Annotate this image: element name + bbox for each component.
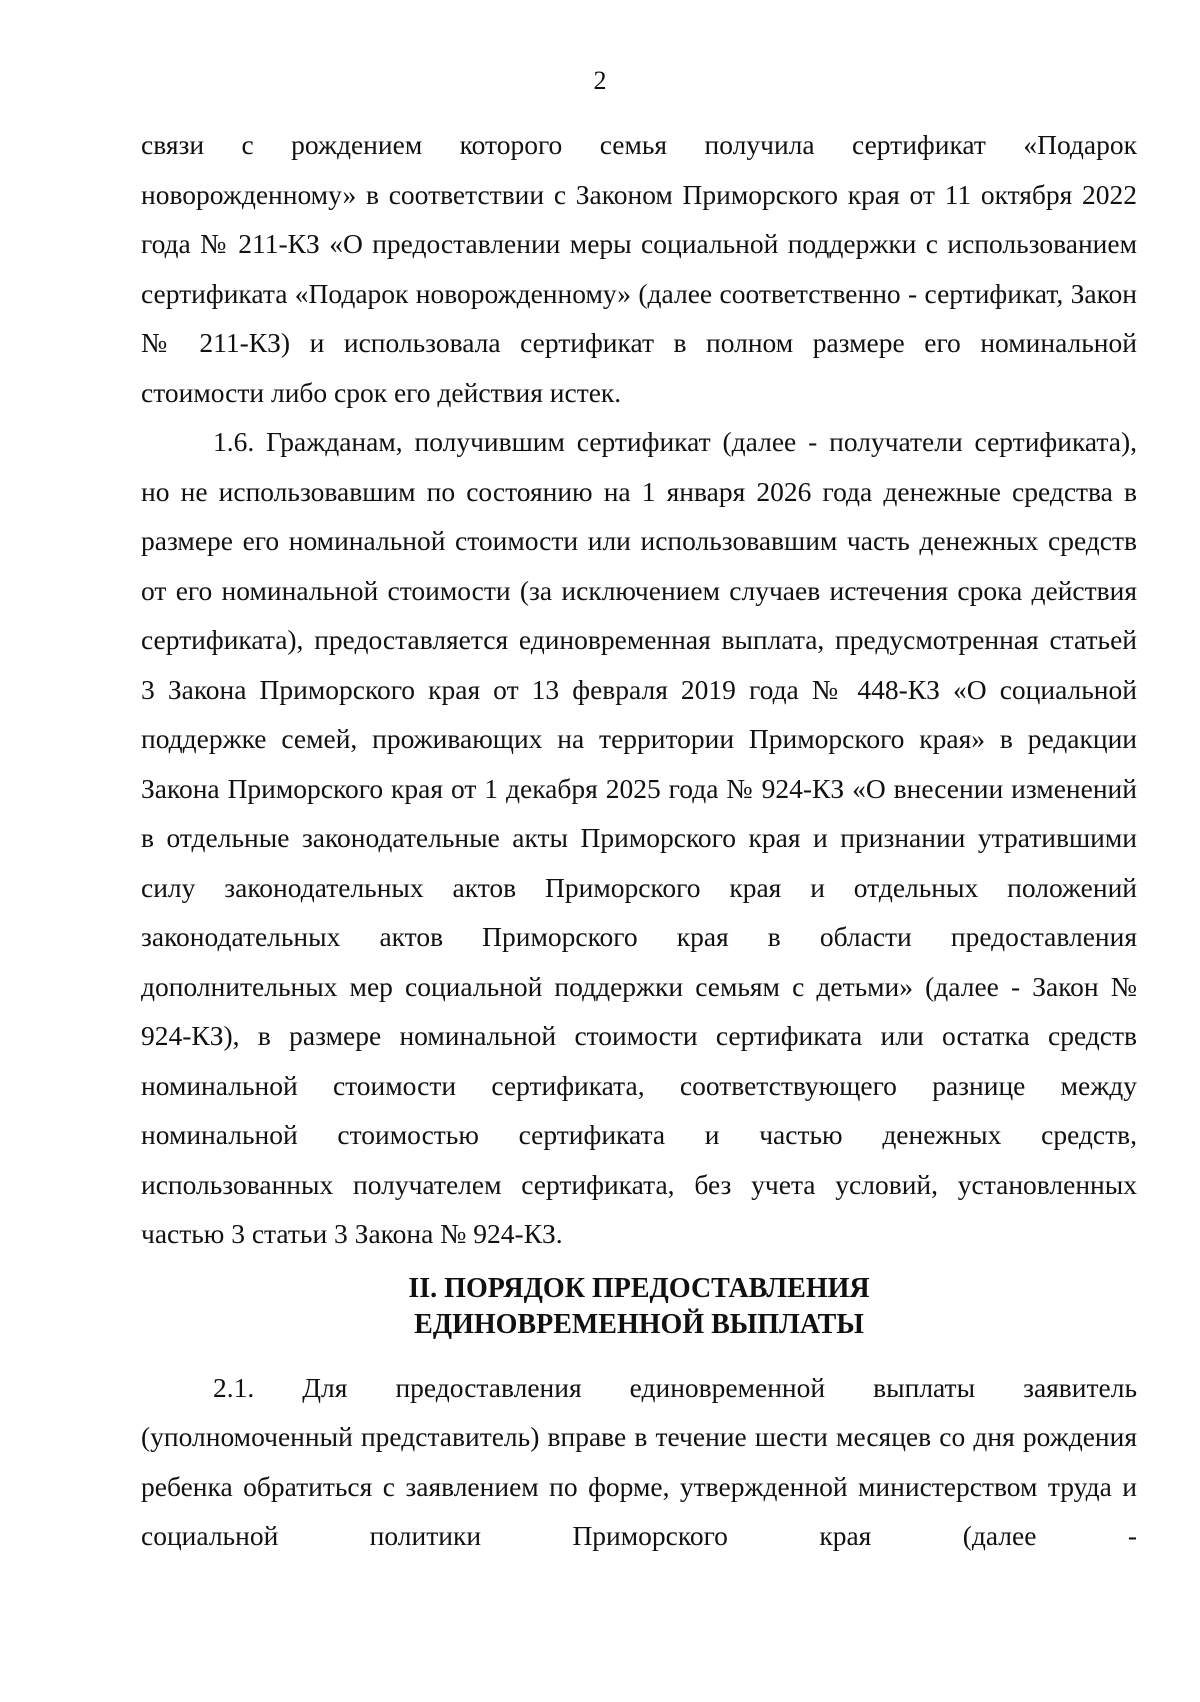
section-heading-line-2: ЕДИНОВРЕМЕННОЙ ВЫПЛАТЫ <box>414 1308 864 1340</box>
paragraph-continuation: связи с рождением которого семья получила сертификат «Подарок новорожденному» в соответствии с Законом Приморского края от 11 октября 2022 года № 211-КЗ «О предоставлении меры социальной поддержки с использованием сертификата «Подарок новорожденному» (далее соответственно - сертификат, Закон № 211-КЗ) и использовала сертификат в полном размере его номинальной стоимости либо срок его действия истек. <box>141 129 1137 408</box>
document-body <box>141 120 1137 1561</box>
paragraph-1-6: 1.6. Гражданам, получившим сертификат (далее - получатели сертификата), но не использовавшим по состоянию на 1 января 2026 года денежные средства в размере его номинальной стоимости или использовавшим часть денежных средств от его номинальной стоимости (за исключением случаев истечения срока действия сертификата), предоставляется единовременная выплата, предусмотренная статьей 3 Закона Приморского края от 13 февраля 2019 года № 448-КЗ «О социальной поддержке семей, проживающих на территории Приморского края» в редакции Закона Приморского края от 1 декабря 2025 года № 924-КЗ «О внесении изменений в отдельные законодательные акты Приморского края и признании утратившими силу законодательных актов Приморского края и отдельных положений законодательных актов Приморского края в области предоставления дополнительных мер социальной поддержки семьям с детьми» (далее - Закон № 924-КЗ), в размере номинальной стоимости сертификата или остатка средств номинальной стоимости сертификата, соответствующего разнице между номинальной стоимостью сертификата и частью денежных средств, использованных получателем сертификата, без учета условий, установленных частью 3 статьи 3 Закона № 924-КЗ. <box>141 426 1137 1249</box>
paragraph-2-1: 2.1. Для предоставления единовременной выплаты заявитель (уполномоченный представитель) вправе в течение шести месяцев со дня рождения ребенка обратиться с заявлением по форме, утвержденной министерством труда и социальной политики Приморского края (далее - <box>141 1371 1137 1551</box>
page-number: 2 <box>593 66 607 95</box>
section-heading-line-1: II. ПОРЯДОК ПРЕДОСТАВЛЕНИЯ <box>408 1272 870 1304</box>
section-heading <box>141 1271 1137 1343</box>
